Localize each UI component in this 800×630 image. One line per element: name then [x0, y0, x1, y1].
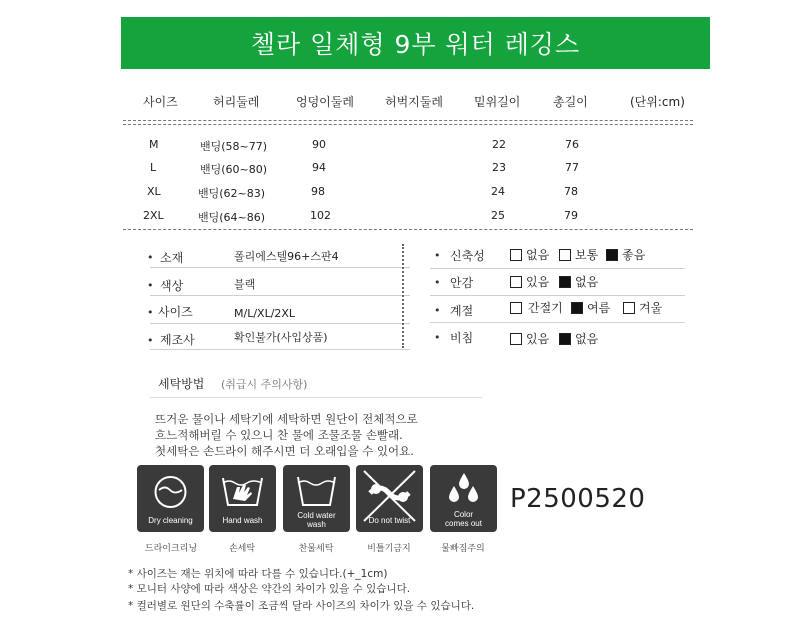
size-table-header: 엉덩이둘레	[296, 95, 354, 109]
footnote: * 사이즈는 재는 위치에 따라 다를 수 있습니다.(+_1cm)	[128, 568, 388, 580]
footnote: * 모니터 사양에 따라 색상은 약간의 차이가 있을 수 있습니다.	[128, 583, 411, 595]
bullet: •	[147, 334, 154, 347]
option-lining-yes: 있음	[510, 273, 549, 290]
option-lining-no: 없음	[559, 273, 598, 290]
spec-value-size: M/L/XL/2XL	[234, 307, 296, 320]
size-cell: M	[149, 138, 159, 151]
option-sheer-no: 없음	[559, 330, 598, 347]
icon-caption: 물빠짐주의	[441, 544, 485, 554]
icon-caption: 찬물세탁	[298, 544, 334, 554]
divider	[430, 268, 685, 269]
option-stretch-none: 없음	[510, 246, 549, 263]
spec-label-lining: 안감	[450, 276, 474, 290]
length-cell: 77	[565, 161, 579, 174]
spec-label-season: 계절	[450, 304, 474, 318]
bullet: •	[434, 304, 441, 317]
bullet: •	[434, 276, 441, 289]
divider	[123, 120, 693, 121]
checkbox-checked	[571, 302, 583, 314]
divider	[430, 295, 685, 296]
rise-cell: 25	[491, 209, 505, 222]
waist-cell: 밴딩(58~77)	[200, 140, 268, 153]
rise-cell: 24	[491, 185, 505, 198]
checkbox-checked	[559, 276, 571, 288]
cold-water-wash-icon: Cold water wash	[283, 465, 350, 532]
checkbox-checked	[606, 249, 618, 261]
checkbox-unchecked	[510, 333, 522, 345]
size-table-header: 사이즈	[143, 95, 178, 109]
spec-label-material: 소재	[160, 251, 184, 265]
size-table-header: 밑위길이	[474, 95, 521, 109]
spec-value-color: 블랙	[234, 278, 256, 291]
bullet: •	[434, 331, 441, 344]
rise-cell: 22	[492, 138, 506, 151]
divider	[150, 323, 410, 324]
color-comes-out-icon: Color comes out	[430, 465, 497, 532]
spec-label-maker: 제조사	[160, 333, 195, 347]
option-season-between: 간절기	[510, 299, 563, 316]
washing-title: 세탁방법	[158, 377, 205, 391]
hip-cell: 102	[310, 209, 331, 222]
product-title-banner	[121, 17, 710, 69]
waist-cell: 밴딩(64~86)	[198, 211, 266, 224]
divider	[150, 295, 410, 296]
size-table-header: 허벅지둘레	[385, 95, 443, 109]
bullet: •	[434, 249, 441, 262]
length-cell: 79	[564, 209, 578, 222]
footnote: * 컬러별로 원단의 수축률이 조금씩 달라 사이즈의 차이가 있을 수 있습니다.	[128, 600, 475, 612]
option-season-winter: 겨울	[623, 299, 662, 316]
column-divider	[402, 244, 404, 348]
option-stretch-normal: 보통	[559, 246, 598, 263]
do-not-twist-icon: Do not twist	[356, 465, 423, 532]
divider	[430, 322, 685, 323]
washing-note: 흐느적해버릴 수 있으니 찬 물에 조물조물 손빨래.	[155, 428, 403, 442]
hip-cell: 90	[312, 138, 326, 151]
spec-label-size: 사이즈	[158, 305, 193, 319]
washing-subtitle: (취급시 주의사항)	[221, 378, 308, 391]
waist-cell: 밴딩(60~80)	[200, 163, 268, 176]
length-cell: 78	[564, 185, 578, 198]
option-sheer-yes: 있음	[510, 330, 549, 347]
icon-caption: 드라이크리닝	[144, 544, 198, 554]
checkbox-unchecked	[510, 302, 522, 314]
washing-note: 뜨거운 물이나 세탁기에 세탁하면 원단이 전체적으로	[155, 412, 418, 426]
size-table-header: 허리둘레	[213, 95, 260, 109]
checkbox-unchecked	[623, 302, 635, 314]
divider	[150, 349, 410, 350]
size-cell: XL	[147, 185, 161, 198]
size-cell: L	[150, 161, 157, 174]
waist-cell: 밴딩(62~83)	[198, 187, 266, 200]
checkbox-checked	[559, 333, 571, 345]
bullet: •	[147, 251, 154, 264]
spec-label-sheer: 비침	[450, 331, 474, 345]
bullet: •	[147, 279, 154, 292]
spec-label-color: 색상	[160, 279, 184, 293]
dry-cleaning-icon: Dry cleaning	[137, 465, 204, 532]
hip-cell: 98	[311, 185, 325, 198]
spec-value-maker: 확인불가(사입상품)	[234, 331, 328, 344]
hand-wash-icon: Hand wash	[209, 465, 276, 532]
icon-caption: 비틀기금지	[367, 544, 411, 554]
rise-cell: 23	[492, 161, 506, 174]
product-code: P2500520	[510, 484, 646, 514]
divider	[123, 124, 693, 125]
product-title: 첼라 일체형 9부 워터 레깅스	[250, 30, 581, 59]
size-cell: 2XL	[143, 209, 164, 222]
divider	[123, 229, 693, 230]
option-season-summer: 여름	[571, 299, 610, 316]
checkbox-unchecked	[559, 249, 571, 261]
checkbox-unchecked	[510, 276, 522, 288]
checkbox-unchecked	[510, 249, 522, 261]
bullet: •	[147, 306, 154, 319]
divider	[150, 267, 410, 268]
spec-label-stretch: 신축성	[450, 249, 485, 263]
spec-value-material: 폴리에스텔96+스판4	[234, 250, 339, 263]
option-stretch-good: 좋음	[606, 246, 645, 263]
washing-note: 첫세탁은 손드라이 해주시면 더 오래입을 수 있어요.	[155, 444, 414, 458]
size-table-unit: (단위:cm)	[630, 95, 685, 109]
size-table-header: 총길이	[553, 95, 588, 109]
divider	[150, 397, 482, 398]
length-cell: 76	[565, 138, 579, 151]
icon-caption: 손세탁	[228, 544, 256, 554]
hip-cell: 94	[312, 161, 326, 174]
